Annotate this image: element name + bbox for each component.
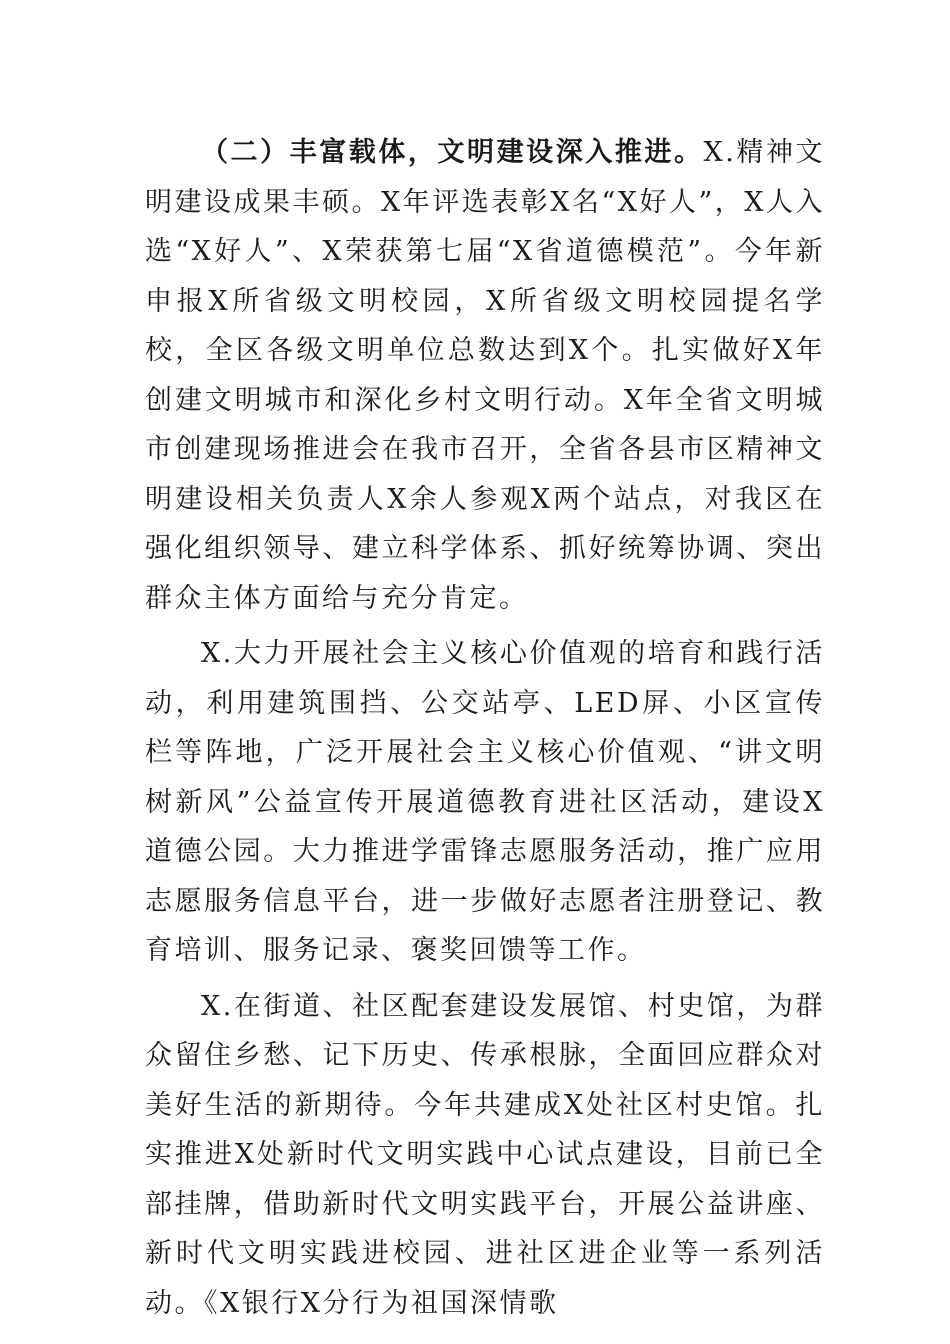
- section-heading: （二）丰富载体，文明建设深入推进。: [201, 137, 704, 168]
- paragraph-civilization-building: [145, 128, 825, 623]
- paragraph-village-history: [145, 982, 825, 1329]
- paragraph-text: X.在街道、社区配套建设发展馆、村史馆，为群众留住乡愁、记下历史、传承根脉，全面回应群众对美好生活的新期待。今年共建成X处社区村史馆。扎实推进X处新时代文明实践中心试点建设，目前已全部挂牌，借助新时代文明实践平台，开展公益讲座、新时代文明实践进校园、进社区进企业等一系列活动。《X银行X分行为祖国深情歌: [145, 990, 825, 1319]
- paragraph-text: X.精神文明建设成果丰硕。X年评选表彰X名“X好人”，X人入选“X好人”、X荣获第七届“X省道德模范”。今年新申报X所省级文明校园，X所省级文明校园提名学校，全区各级文明单位总数达到X个。扎实做好X年创建文明城市和深化乡村文明行动。X年全省文明城市创建现场推进会在我市召开，全省各县市区精神文明建设相关负责人X余人参观X两个站点，对我区在强化组织领导、建立科学体系、抓好统筹协调、突出群众主体方面给与充分肯定。: [145, 137, 825, 614]
- document-body: [145, 128, 825, 1334]
- paragraph-text: X.大力开展社会主义核心价值观的培育和践行活动，利用建筑围挡、公交站亭、LED屏、小区宣传栏等阵地，广泛开展社会主义核心价值观、“讲文明树新风”公益宣传开展道德教育进社区活动，建设X道德公园。大力推进学雷锋志愿服务活动，推广应用志愿服务信息平台，进一步做好志愿者注册登记、教育培训、服务记录、褒奖回馈等工作。: [145, 638, 825, 966]
- paragraph-core-values: [145, 629, 825, 976]
